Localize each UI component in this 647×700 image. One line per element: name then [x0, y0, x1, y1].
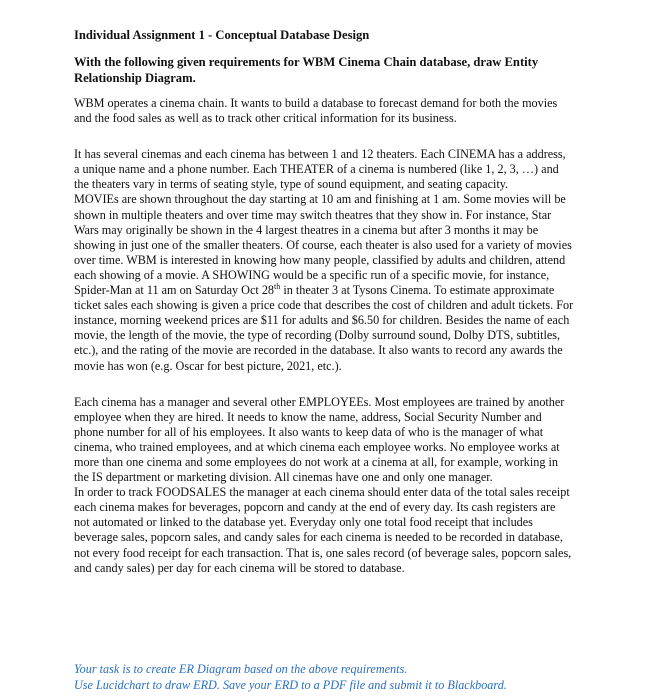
- document-title: Individual Assignment 1 - Conceptual Database Design: [74, 28, 370, 42]
- task-line-1: Your task is to create ER Diagram based on the above requirements.: [74, 662, 408, 676]
- document-body: [74, 27, 574, 576]
- movies-text-before: MOVIEs are shown throughout the day starting at 10 am and finishing at 1 am. Some movies will be shown in multiple theaters and over time may switch theatres that they show in. For instance, Star Wars may originally be shown in the 4 largest theatres in a cinema but after 3 months it may be showing in just one of the smaller theaters. Of course, each theater is also used for a variety of movies over time. WBM is interested in knowing how many people, classified by adults and children, attend each showing of a movie. A SHOWING would be a specific run of a specific movie, for instance, Spider-Man at 11 am on Saturday Oct 28: [74, 192, 572, 298]
- assignment-heading: With the following given requirements for WBM Cinema Chain database, draw Entity Relationship Diagram.: [74, 55, 539, 85]
- cinemas-paragraph: It has several cinemas and each cinema has between 1 and 12 theaters. Each CINEMA has a address, a unique name and a phone number. Each THEATER of a cinema is numbered (like 1, 2, 3, …) and the theaters vary in terms of seating style, type of sound equipment, and seating capacity.: [74, 147, 566, 192]
- task-line-2: Use Lucidchart to draw ERD. Save your ERD to a PDF file and submit it to Blackboard.: [74, 678, 507, 692]
- employees-paragraph: Each cinema has a manager and several other EMPLOYEEs. Most employees are trained by another employee when they are hired. It needs to know the name, address, Social Security Number and phone number for all of his employees. It also wants to keep data of who is the manager of what cinema, who trained employees, and at which cinema each employee works. No employee works at more than one cinema and some employees do not work at a cinema at all, for example, working in the IS department or marketing division. All cinemas have one and only one manager.: [74, 394, 565, 485]
- movies-text-after: in theater 3 at Tysons Cinema. To estimate approximate ticket sales each showing is given a price code that describes the cost of children and adult tickets. For instance, morning weekend prices are $11 for adults and $6.50 for children. Besides the name of each movie, the length of the movie, the type of recording (Dolby surround sound, Dolby DTS, subtitles, etc.), and the rating of the movie are recorded in the database. It also wants to record any awards the movie has won (e.g. Oscar for best picture, 2021, etc.).: [74, 283, 574, 373]
- intro-paragraph: WBM operates a cinema chain. It wants to build a database to forecast demand for both the movies and the food sales as well as to track other critical information for its business.: [74, 96, 558, 126]
- ordinal-suffix: th: [274, 281, 281, 291]
- foodsales-paragraph: In order to track FOODSALES the manager at each cinema should enter data of the total sales receipt each cinema makes for beverages, popcorn and candy at the end of every day. Its cash registers are not automated or linked to the database yet. Everyday only one total food receipt that includes beverage sales, popcorn sales, and candy sales for each cinema is needed to be recorded in database, not every food receipt for each transaction. That is, one sales record (of beverage sales, popcorn sales, and candy sales) per day for each cinema will be stored to database.: [74, 485, 572, 575]
- task-instructions: [74, 661, 634, 693]
- movies-paragraph: [74, 192, 574, 373]
